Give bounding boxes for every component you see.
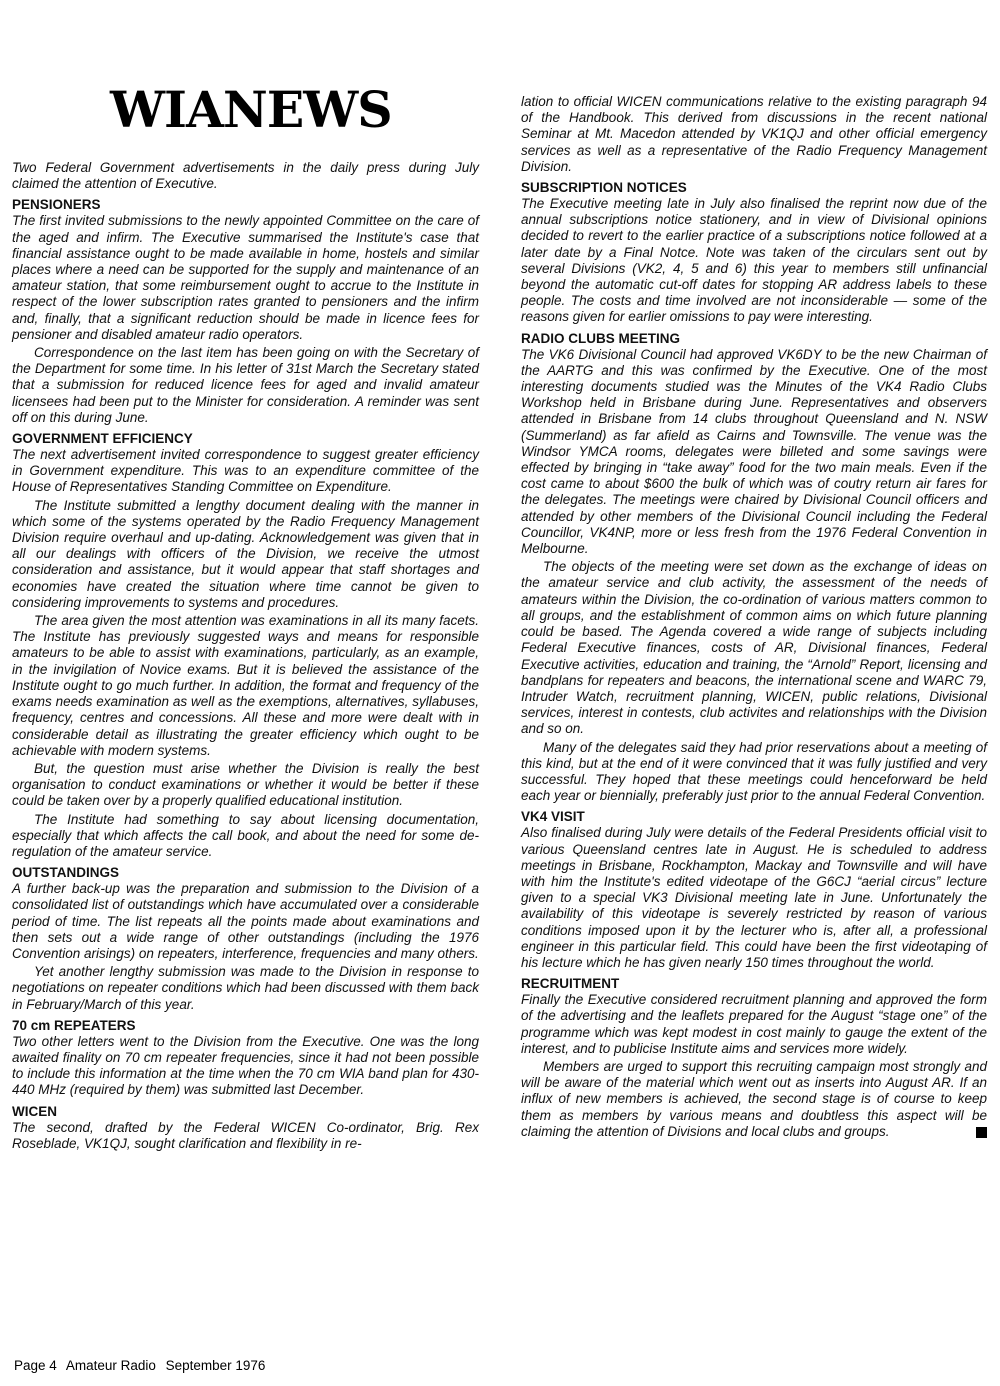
heading-wicen: WICEN — [12, 1103, 57, 1119]
footer-magazine-name: Amateur Radio — [65, 1358, 156, 1373]
government-paragraph-1: The next advertisement invited correspondence to suggest greater efficiency in Government expenditure. This was to an expenditure committee of the House of Representatives Standing Committee on Expenditure. — [12, 447, 479, 495]
government-paragraph-4: But, the question must arise whether the Division is really the best organisation to conduct examinations or whether it would be better if these could be taken over by a properly qualified educational institution. — [12, 760, 479, 809]
recruitment-paragraph-1: Finally the Executive considered recruitment planning and approved the form of the advertising and the leaflets prepared for the August “stage one” of the programme which was kept modest in cost mainly to gauge the extent of the interest, and to publicise Institute aims and services more widely. — [521, 992, 987, 1056]
outstandings-paragraph-2: Yet another lengthy submission was made to the Division in response to negotiations on repeater conditions which had been discussed with them back in February/March of this year. — [12, 964, 479, 1012]
right-column — [521, 94, 987, 1140]
vk4-paragraph-1: Also finalised during July were details of the Federal Presidents official visit to various Queensland centres late in August. He is scheduled to address meetings in Brisbane, Rockhampton, Mackay and Townsville and will have with him the Institute's edited videotape of the G6CJ “aerial circus” lecture given to a special VK3 Divisional meeting late in June. Unfortunately the availability of this videotape is severely restricted by reason of various conditions imposed upon it by the lecturer who is, after all, a professional engineer in this particular field. This could have been the first videotaping of his lecture which he has given nearly 150 times throughout the world. — [521, 825, 987, 970]
heading-radio-clubs-meeting: RADIO CLUBS MEETING — [521, 330, 681, 346]
intro-paragraph: Two Federal Government advertisements in the daily press during July claimed the attention of Executive. — [12, 160, 479, 192]
clubs-paragraph-2: The objects of the meeting were set down as the exchange of ideas on the amateur service and club activity, the assessment of the needs of amateurs within the Division, the co-ordination of various matters common to all groups, and the establishment of common aims on which future planning could be based. The Agenda covered a wide range of subjects including Federal Executive finances, costs of AR, Divisional finances, Federal Executive activities, education and training, the “Arnold” Report, licensing and bandplans for repeaters and beacons, the international scene and WARC 79, Intruder Watch, recruitment planning, WICEN, public relations, Divisional services, interest in contests, club activites and relationships with the Division and so on. — [521, 559, 987, 737]
heading-outstandings: OUTSTANDINGS — [12, 865, 119, 881]
footer-issue-date: September 1976 — [165, 1358, 266, 1373]
heading-subscription-notices: SUBSCRIPTION NOTICES — [521, 180, 687, 196]
recruitment-paragraph-2-text: Members are urged to support this recruiting campaign most strongly and will be aware of the material which went out as inserts into August AR. If an influx of new members is achieved, the second stage is of course to keep them as members by various means and doubtless this aspect will be claiming the attention of Divisions and local clubs and groups. — [521, 1058, 987, 1139]
pensioners-paragraph-1: The first invited submissions to the newly appointed Committee on the care of the aged and infirm. The Executive summarised the Institute's case that financial assistance ought to be made available in home, hostels and similar places where a need can be supported for the supply and maintenance of an amateur station, that some reimbursement ought to accrue to the Institute in respect of the lower subscription rates granted to pensioners and the infirm and, finally, that a significant reduction should be made in licence fees for pensioner and disabled amateur radio operators. — [12, 213, 479, 342]
outstandings-paragraph-1: A further back-up was the preparation and submission to the Division of a consolidated list of outstandings which have accumulated over a considerable period of time. The list repeats all the points made about examinations and then sets out a wide range of other outstandings (including the 1976 Convention arisings) on repeaters, interference, frequencies and many others. — [12, 881, 479, 961]
wicen-continuation: lation to official WICEN communications relative to the existing paragraph 94 of the Handbook. This derived from discussions in the recent national Seminar at Mt. Macedon attended by VK1QJ and other official emergency services as well as a representative of the Radio Frequency Management Division. — [521, 94, 987, 174]
government-paragraph-5: The Institute had something to say about licensing documentation, especially that which affects the call book, and about the need for some de-regulation of the amateur service. — [12, 811, 479, 859]
pensioners-paragraph-2: Correspondence on the last item has been going on with the Secretary of the Department for some time. In his letter of 31st March the Secretary stated that a submission for reduced licence fees for aged and invalid amateur licensees had been put to the Minister for consideration. A reminder was sent off on this during June. — [12, 345, 479, 425]
recruitment-paragraph-2 — [521, 1059, 987, 1140]
heading-70cm-repeaters: 70 cm REPEATERS — [12, 1017, 136, 1033]
clubs-paragraph-1: The VK6 Divisional Council had approved VK6DY to be the new Chairman of the AARTG and this was confirmed by the Executive. One of the most interesting documents studied was the Minutes of the VK4 Radio Clubs Workshop held in Brisbane during June. Representatives and observers attended in Brisbane from 14 clubs throughout Queensland and N. NSW (Summerland) as far afield as Cairns and Townsville. The venue was the Windsor YMCA rooms, delegates were billeted and some savings were effected by bringing in “take away” food for the two main meals. Even if the cost came to about $600 the bulk of which was of coutry return air fares for the delegates. The meetings were chaired by Divisional Council officers and attended by other members of the Divisional Council including the Federal Councillor, VK4NP, more or less fresh from the 1976 Federal Convention in Melbourne. — [521, 346, 987, 557]
masthead-title: WIANEWS — [110, 80, 392, 139]
heading-recruitment: RECRUITMENT — [521, 976, 620, 992]
government-paragraph-3: The area given the most attention was examinations in all its many facets. The Institute has previously suggested ways and means for responsible amateurs to be able to assist with examinations, particularly, as an example, in the invigilation of Novice exams. But it is believed the assistance of the Institute ought to go much further. In addition, the format and frequency of the exams needs examination as well as the exemptions, alternatives, syllabuses, frequency, centres and concessions. All these and more were dealt with in considerable detail as illustrating the greater efficiency which ought to be achievable with modern systems. — [12, 613, 479, 758]
end-of-article-mark — [976, 1127, 987, 1138]
heading-government-efficiency: GOVERNMENT EFFICIENCY — [12, 431, 193, 447]
heading-vk4-visit: VK4 VISIT — [521, 809, 585, 825]
clubs-paragraph-3: Many of the delegates said they had prior reservations about a meeting of this kind, but at the end of it were convinced that it was fully justified and very successful. They hoped that these meetings could henceforward be held each year or biennially, preferably just prior to the annual Federal Convention. — [521, 739, 987, 804]
repeaters-paragraph-1: Two other letters went to the Division from the Executive. One was the long awaited finality on 70 cm repeater frequencies, since it had not been possible to include this information at the time when the 70 cm WIA band plan for 430-440 MHz (required by them) was submitted last December. — [12, 1033, 479, 1098]
wicen-paragraph-1: The second, drafted by the Federal WICEN Co-ordinator, Brig. Rex Roseblade, VK1QJ, sought clarification and flexibility in re- — [12, 1119, 479, 1151]
left-column — [12, 160, 479, 1152]
government-paragraph-2: The Institute submitted a lengthy document dealing with the manner in which some of the systems operated by the Radio Frequency Management Division require overhaul and up-dating. Acknowledgement was given that in all our dealings with officers of the Division, we receive the utmost consideration and assistance, but it would appear that staff shortages and economies have created the situation where time cannot be given to considering improvements to systems and procedures. — [12, 497, 479, 610]
page-footer — [14, 1358, 271, 1373]
footer-page-number: Page 4 — [14, 1358, 57, 1373]
subscription-paragraph-1: The Executive meeting late in July also finalised the reprint now due of the annual subscriptions notice stationery, and in view of Divisional opinions decided to revert to the earlier practice of a subscriptions notice followed at a later date by a Final Notce. Note was taken of the circulars sent out by several Divisions (VK2, 4, 5 and 6) this year to members still unfinancial beyond the automatic cut-off dates for stopping AR address labels to these people. The costs and time involved are not inconsiderable — some of the reasons given for earlier omissions to pay were interesting. — [521, 196, 987, 325]
heading-pensioners: PENSIONERS — [12, 197, 101, 213]
